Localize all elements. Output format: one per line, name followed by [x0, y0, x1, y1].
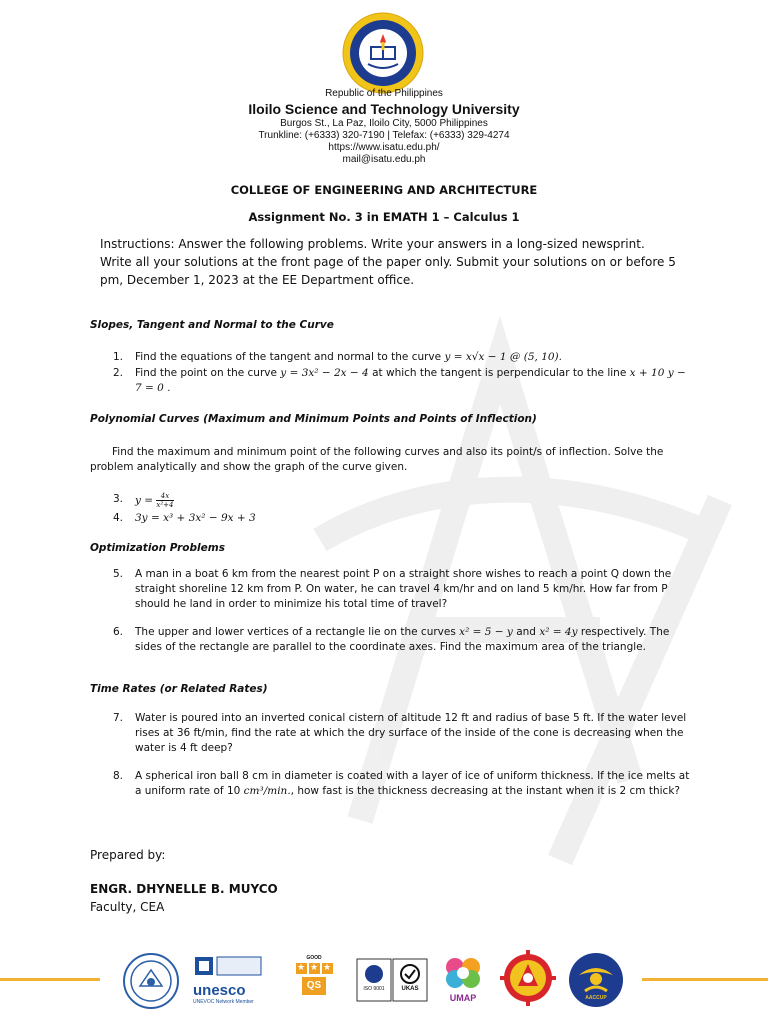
section-title-polynomial: Polynomial Curves (Maximum and Minimum Points and Points of Inflection)	[90, 413, 537, 425]
instructions: Instructions: Answer the following problems. Write your answers in a long-sized newsprint. Write all your solutions at the front page of the paper only. Submit your solutions on or before 5 pm, December 1, 2023 at the EE Department office.	[100, 237, 676, 287]
math-expression: x² = 4y	[539, 626, 578, 638]
question-number: 6.	[113, 626, 124, 638]
qs-stars-logo	[292, 955, 336, 995]
preparer-role: Faculty, CEA	[90, 900, 165, 914]
question-text: and	[516, 626, 536, 638]
question-text: Find the equations of the tangent and normal to the curve	[135, 351, 442, 363]
polynomial-intro: Find the maximum and minimum point of the following curves and also its point/s of inflection. Solve the problem analytically and show the graph of the curve given.	[90, 446, 664, 473]
question-number: 1.	[113, 351, 124, 363]
question-text: Find the point on the curve	[135, 367, 277, 379]
iso-label: ISO 9001	[363, 986, 385, 992]
question-2	[113, 366, 686, 398]
contact-line: Trunkline: (+6333) 320-7190 | Telefax: (+6333) 329-4274	[258, 130, 510, 141]
math-expression: 3y = x³ + 3x² − 9x + 3	[135, 512, 256, 524]
question-text: at which the tangent is perpendicular to the line	[372, 367, 627, 379]
denominator: x²+4	[156, 501, 174, 509]
umap-logo	[440, 955, 486, 1003]
question-number: 8.	[113, 770, 124, 782]
question-text: A man in a boat 6 km from the nearest point P on a straight shore wishes to reach a point Q down the straight shoreline 12 km from P. On water, he can travel 4 km/hr and on land 5 km/hr. How far from P should he land in order to minimize his total time of travel?	[135, 568, 672, 610]
unesco-wordmark: unesco	[193, 982, 246, 999]
college-title: COLLEGE OF ENGINEERING AND ARCHITECTURE	[230, 183, 538, 197]
question-text: The upper and lower vertices of a rectangle lie on the curves	[135, 626, 456, 638]
question-8	[113, 769, 690, 817]
math-expression: cm³/min.	[243, 785, 291, 797]
question-5	[113, 567, 683, 615]
footer-rule-right	[642, 978, 768, 981]
email-link[interactable]: mail@isatu.edu.ph	[342, 154, 426, 165]
math-expression: x² = 5 − y	[459, 626, 513, 638]
question-text: respectively. The sides of the rectangle are parallel to the coordinate axes. Find the maximum area of the triangle.	[135, 626, 670, 653]
question-number: 4.	[113, 512, 124, 524]
accreditation-seal-logo	[122, 952, 180, 1014]
math-expression: y = x√x − 1 @ (5, 10).	[444, 351, 562, 363]
umap-wordmark: UMAP	[449, 993, 477, 1003]
question-text: , how fast is the thickness decreasing at the instant when it is 2 cm thick?	[290, 785, 680, 797]
section-title-rates: Time Rates (or Related Rates)	[90, 683, 268, 695]
qs-badge: QS	[302, 977, 326, 995]
aaccup-logo	[567, 951, 625, 1013]
aaccup-label: AACCUP	[585, 995, 607, 1001]
website-link[interactable]: https://www.isatu.edu.ph/	[328, 142, 440, 153]
university-seal	[342, 12, 424, 94]
star-icon: ★	[296, 963, 306, 973]
engineering-emblem-logo	[498, 950, 558, 1010]
math-expression: y = 3x² − 2x − 4	[280, 367, 369, 379]
unesco-subtitle: UNEVOC Network Member	[193, 999, 254, 1005]
preparer-name: ENGR. DHYNELLE B. MUYCO	[90, 882, 278, 896]
question-number: 7.	[113, 712, 124, 724]
assignment-title: Assignment No. 3 in EMATH 1 – Calculus 1	[248, 210, 520, 224]
numerator: 4x	[156, 492, 173, 501]
republic-line: Republic of the Philippines	[325, 88, 443, 99]
iso-ukas-logo	[356, 958, 428, 1002]
section-title-optimization: Optimization Problems	[90, 542, 225, 554]
question-text: A spherical iron ball 8 cm in diameter is coated with a layer of ice of uniform thickness. If the ice melts at a uniform rate of 10	[135, 770, 690, 797]
question-7	[113, 711, 687, 759]
star-icon: ★	[309, 963, 319, 973]
university-name: Iloilo Science and Technology University	[248, 101, 520, 117]
question-6	[113, 625, 683, 673]
question-number: 2.	[113, 367, 124, 379]
ukas-label: UKAS	[401, 986, 419, 992]
math-expression: y =	[135, 494, 154, 507]
unesco-logo	[193, 955, 263, 1005]
star-row	[292, 963, 336, 974]
fraction	[156, 492, 173, 509]
footer-rule-left	[0, 978, 100, 981]
math-expression: x + 10 y − 7 = 0 .	[135, 367, 686, 394]
question-number: 5.	[113, 568, 124, 580]
question-number: 3.	[113, 493, 124, 505]
section-title-slopes: Slopes, Tangent and Normal to the Curve	[90, 319, 334, 331]
star-icon: ★	[322, 963, 332, 973]
address-line: Burgos St., La Paz, Iloilo City, 5000 Philippines	[280, 118, 488, 129]
prepared-by-label: Prepared by:	[90, 848, 166, 862]
letterhead	[0, 88, 768, 166]
qs-rating-label: GOOD	[306, 955, 322, 961]
question-text: Water is poured into an inverted conical cistern of altitude 12 ft and radius of base 5 ft. If the water level rises at 36 ft/min, find the rate at which the dry surface of the inside of the cone is decreasing when the water is 4 ft deep?	[135, 712, 687, 754]
